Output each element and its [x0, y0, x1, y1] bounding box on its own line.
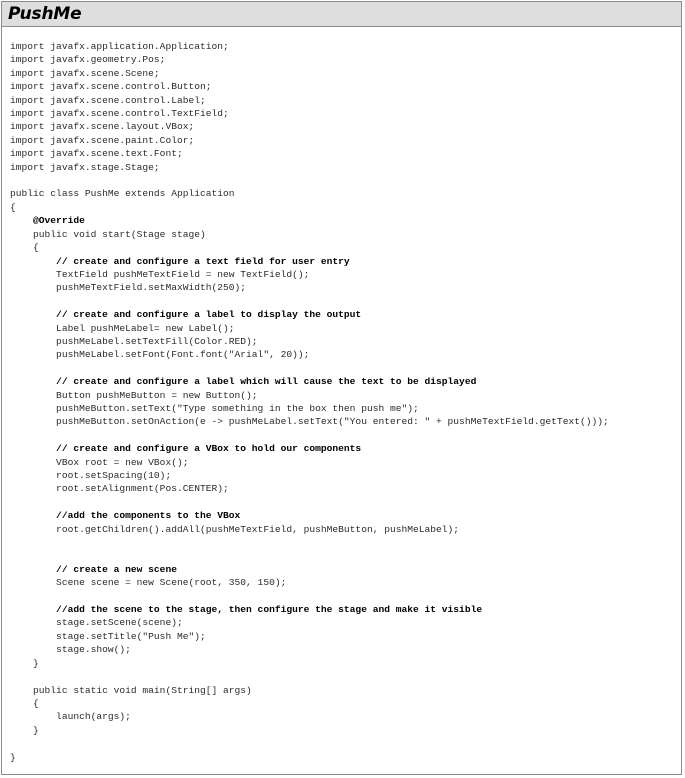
code-line: {	[10, 697, 39, 709]
code-line: stage.show();	[10, 644, 131, 656]
code-line: pushMeButton.setOnAction(e -> pushMeLabel.setText("You entered: " + pushMeTextField.getText()));	[10, 416, 609, 428]
code-line	[10, 295, 681, 308]
code-comment-line: //add the components to the VBox	[10, 510, 241, 522]
code-line: import javafx.scene.Scene;	[10, 67, 160, 79]
code-listing	[1, 1, 682, 775]
code-line: import javafx.scene.text.Font;	[10, 148, 183, 160]
code-line: {	[10, 242, 39, 254]
code-line: stage.setScene(scene);	[10, 617, 183, 629]
code-line	[10, 536, 681, 549]
code-comment-line: // create a new scene	[10, 563, 177, 575]
code-comment-line: //add the scene to the stage, then configure the stage and make it visible	[10, 604, 483, 616]
code-line: import javafx.scene.control.TextField;	[10, 108, 229, 120]
code-line: root.setAlignment(Pos.CENTER);	[10, 483, 229, 495]
code-line: import javafx.scene.layout.VBox;	[10, 121, 195, 133]
code-line: launch(args);	[10, 711, 131, 723]
code-line: pushMeLabel.setTextFill(Color.RED);	[10, 335, 258, 347]
code-line	[10, 549, 681, 562]
code-line: root.setSpacing(10);	[10, 470, 172, 481]
code-line: import javafx.geometry.Pos;	[10, 54, 166, 66]
listing-header	[2, 2, 681, 27]
code-line: Label pushMeLabel= new Label();	[10, 322, 235, 334]
code-line	[10, 496, 681, 509]
code-line: pushMeLabel.setFont(Font.font("Arial", 20));	[10, 349, 310, 361]
listing-title: PushMe	[8, 4, 82, 24]
code-line: pushMeTextField.setMaxWidth(250);	[10, 282, 247, 294]
code-line	[10, 737, 681, 750]
code-comment-line: // create and configure a text field for user entry	[10, 255, 350, 267]
code-line: }	[10, 657, 39, 669]
code-line: {	[10, 201, 16, 213]
code-line	[10, 670, 681, 683]
code-line: root.getChildren().addAll(pushMeTextField, pushMeButton, pushMeLabel);	[10, 523, 460, 535]
code-comment-line: // create and configure a label which will cause the text to be displayed	[10, 376, 477, 388]
code-line	[10, 174, 681, 187]
code-line: import javafx.application.Application;	[10, 41, 229, 52]
code-line: import javafx.scene.control.Button;	[10, 81, 212, 93]
code-line: stage.setTitle("Push Me");	[10, 630, 206, 642]
code-line: }	[10, 751, 16, 763]
code-line: TextField pushMeTextField = new TextField();	[10, 268, 310, 280]
code-body	[10, 40, 681, 764]
code-line: public class PushMe extends Application	[10, 188, 235, 200]
code-comment-line: // create and configure a VBox to hold our components	[10, 443, 362, 455]
code-line: public void start(Stage stage)	[10, 228, 206, 240]
code-line: Scene scene = new Scene(root, 350, 150);	[10, 577, 287, 589]
code-line: import javafx.scene.paint.Color;	[10, 134, 195, 146]
code-line: import javafx.stage.Stage;	[10, 161, 160, 173]
code-line	[10, 429, 681, 442]
code-line: }	[10, 724, 39, 736]
code-line	[10, 362, 681, 375]
code-line: Button pushMeButton = new Button();	[10, 389, 258, 401]
code-line	[10, 590, 681, 603]
code-line: pushMeButton.setText("Type something in the box then push me");	[10, 402, 419, 414]
code-line: import javafx.scene.control.Label;	[10, 94, 206, 106]
code-comment-line: @Override	[10, 215, 85, 227]
code-comment-line: // create and configure a label to display the output	[10, 309, 362, 321]
code-line: public static void main(String[] args)	[10, 684, 252, 696]
code-line: VBox root = new VBox();	[10, 456, 189, 468]
